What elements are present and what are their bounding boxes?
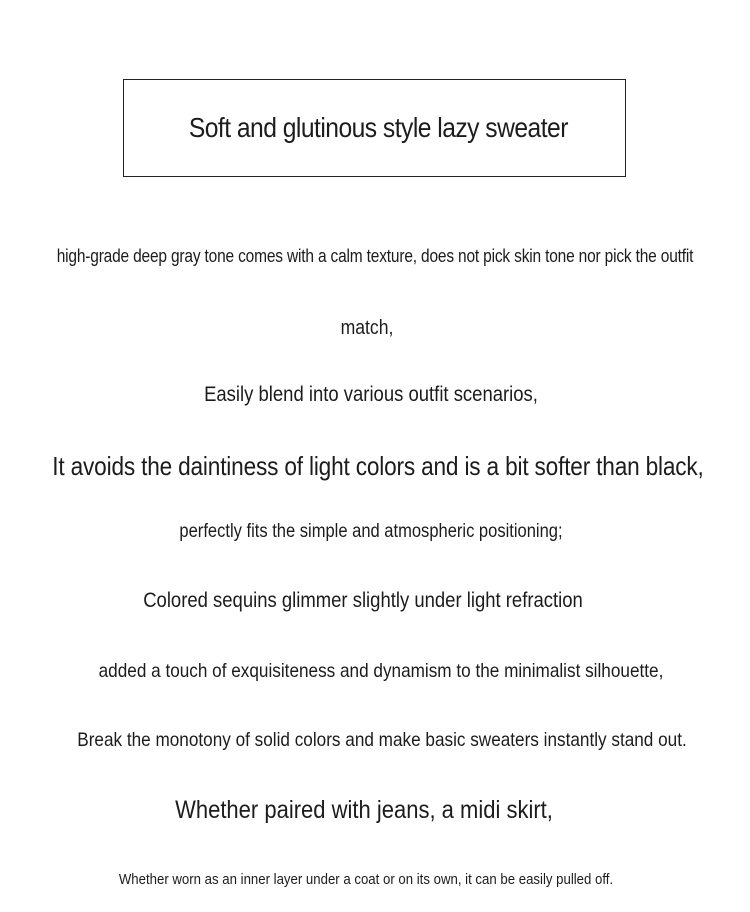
description-line-8: Break the monotony of solid colors and make basic sweaters instantly stand out. xyxy=(77,729,687,751)
description-line-5: perfectly fits the simple and atmospheric positioning; xyxy=(179,521,563,542)
description-line-3: Easily blend into various outfit scenarios, xyxy=(204,383,538,406)
description-line-10: Whether worn as an inner layer under a coat or on its own, it can be easily pulled off. xyxy=(118,871,614,888)
description-line-2: match, xyxy=(340,317,394,339)
description-line-7: added a touch of exquisiteness and dynamism to the minimalist silhouette, xyxy=(98,660,664,682)
description-line-9: Whether paired with jeans, a midi skirt, xyxy=(175,796,553,824)
title-box xyxy=(123,79,626,177)
description-line-6: Colored sequins glimmer slightly under light refraction xyxy=(143,589,583,612)
description-line-4: It avoids the daintiness of light colors and is a bit softer than black, xyxy=(52,451,704,481)
description-line-1: high-grade deep gray tone comes with a calm texture, does not pick skin tone nor pick the outfit xyxy=(56,246,694,266)
page-title: Soft and glutinous style lazy sweater xyxy=(188,112,569,143)
